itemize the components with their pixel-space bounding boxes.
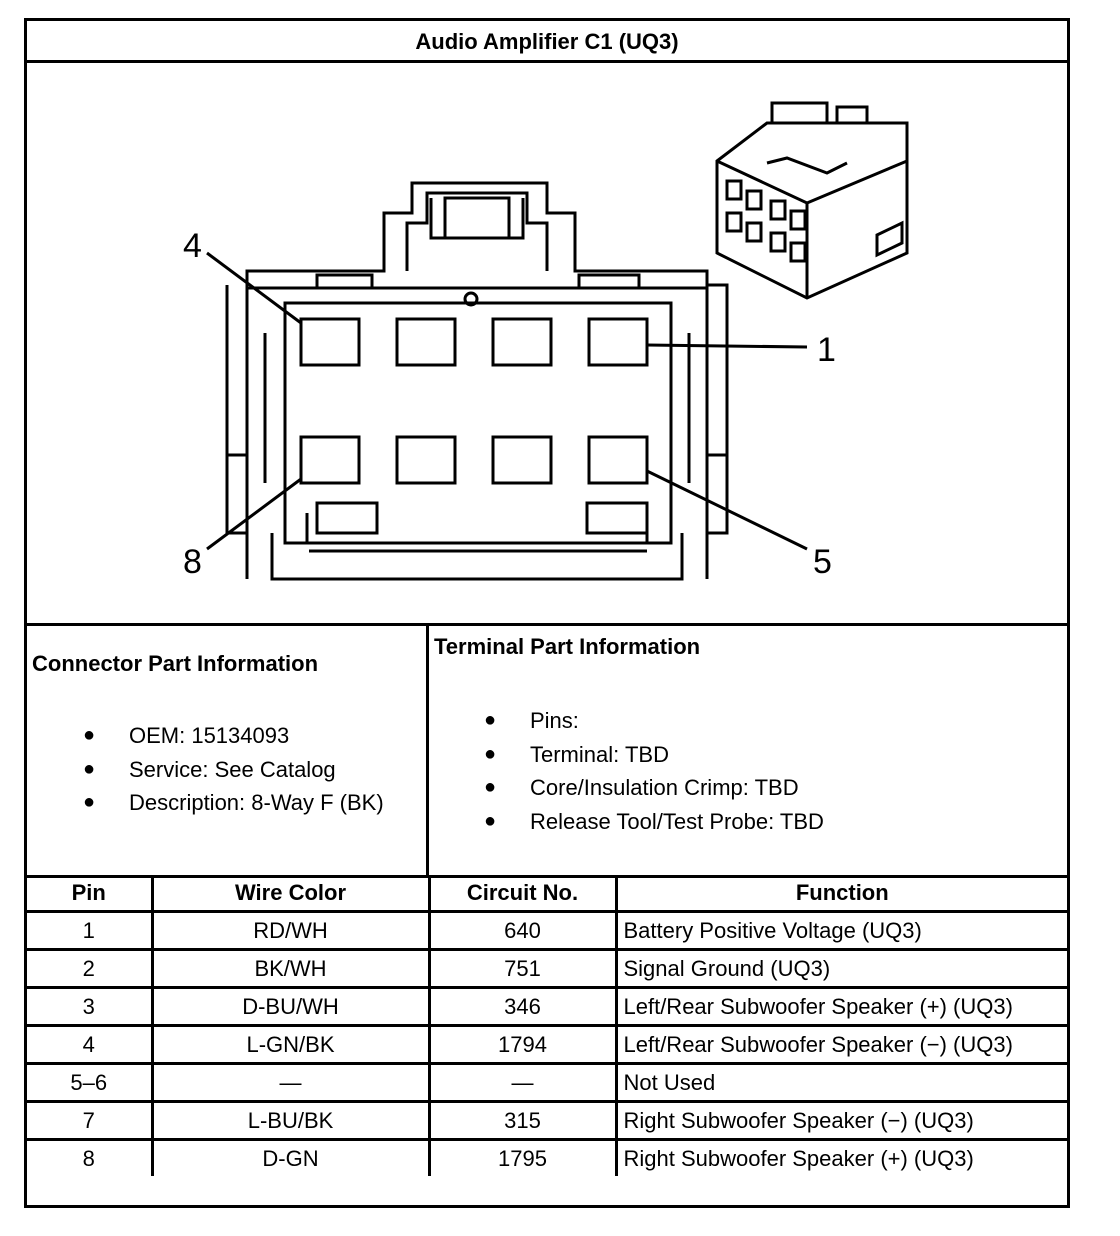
function-cell: Right Subwoofer Speaker (+) (UQ3) bbox=[616, 1140, 1067, 1177]
pin-cell: 3 bbox=[27, 988, 152, 1026]
function-cell: Battery Positive Voltage (UQ3) bbox=[616, 912, 1067, 950]
wire-color-cell: D-GN bbox=[152, 1140, 429, 1177]
pin-label-4: 4 bbox=[183, 227, 202, 265]
table-row bbox=[27, 950, 1067, 988]
circuit-cell: 346 bbox=[429, 988, 616, 1026]
column-header-circuit: Circuit No. bbox=[429, 875, 616, 912]
circuit-cell: 315 bbox=[429, 1102, 616, 1140]
bullet-icon: ● bbox=[484, 742, 497, 765]
circuit-cell: — bbox=[429, 1064, 616, 1102]
bullet-icon: ● bbox=[83, 791, 96, 813]
connector-face-view-icon bbox=[27, 63, 1067, 623]
function-cell: Right Subwoofer Speaker (−) (UQ3) bbox=[616, 1102, 1067, 1140]
column-header-pin: Pin bbox=[27, 875, 152, 912]
pin-label-5: 5 bbox=[813, 543, 832, 581]
pinout-table bbox=[27, 875, 1067, 1176]
bullet-icon: ● bbox=[484, 809, 497, 832]
wire-color-cell: L-GN/BK bbox=[152, 1026, 429, 1064]
wire-color-cell: BK/WH bbox=[152, 950, 429, 988]
pin-cell: 8 bbox=[27, 1140, 152, 1177]
function-cell: Left/Rear Subwoofer Speaker (−) (UQ3) bbox=[616, 1026, 1067, 1064]
table-row bbox=[27, 1064, 1067, 1102]
wire-color-cell: D-BU/WH bbox=[152, 988, 429, 1026]
pin-cell: 2 bbox=[27, 950, 152, 988]
column-header-wire-color: Wire Color bbox=[152, 875, 429, 912]
pin-cell: 7 bbox=[27, 1102, 152, 1140]
connector-sheet bbox=[24, 18, 1070, 1208]
part-info-section bbox=[27, 626, 1067, 878]
function-cell: Left/Rear Subwoofer Speaker (+) (UQ3) bbox=[616, 988, 1067, 1026]
wire-color-cell: RD/WH bbox=[152, 912, 429, 950]
function-cell: Not Used bbox=[616, 1064, 1067, 1102]
circuit-cell: 640 bbox=[429, 912, 616, 950]
sheet-title: Audio Amplifier C1 (UQ3) bbox=[27, 21, 1067, 63]
table-row bbox=[27, 988, 1067, 1026]
pin-label-1: 1 bbox=[817, 331, 836, 369]
terminal-info-panel: Terminal Part Information ● Pins: ● Terminal: TBD ● Core/Insulation Crimp: TBD ● Release Tool/Test Probe: TBD bbox=[429, 626, 1067, 875]
bullet-icon: ● bbox=[83, 757, 96, 780]
bullet-icon: ● bbox=[83, 724, 96, 746]
table-row bbox=[27, 1140, 1067, 1177]
connector-info-title: Connector Part Information bbox=[32, 651, 319, 676]
pin-cell: 4 bbox=[27, 1026, 152, 1064]
wire-color-cell: L-BU/BK bbox=[152, 1102, 429, 1140]
column-header-function: Function bbox=[616, 875, 1067, 912]
connector-diagram bbox=[27, 63, 1067, 626]
terminal-info-title: Terminal Part Information bbox=[434, 634, 701, 659]
table-row bbox=[27, 1102, 1067, 1140]
bullet-icon: ● bbox=[484, 776, 497, 798]
connector-info-panel: Connector Part Information ● OEM: 15134093 ● Service: See Catalog ● Description: 8-Way F (BK) bbox=[27, 626, 429, 875]
table-row bbox=[27, 912, 1067, 950]
pin-cell: 5–6 bbox=[27, 1064, 152, 1102]
wire-color-cell: — bbox=[152, 1064, 429, 1102]
pin-cell: 1 bbox=[27, 912, 152, 950]
function-cell: Signal Ground (UQ3) bbox=[616, 950, 1067, 988]
pin-label-8: 8 bbox=[183, 543, 202, 581]
circuit-cell: 1795 bbox=[429, 1140, 616, 1177]
bullet-icon: ● bbox=[484, 709, 497, 731]
connector-3d-view-icon bbox=[717, 103, 907, 298]
table-row bbox=[27, 1026, 1067, 1064]
circuit-cell: 751 bbox=[429, 950, 616, 988]
circuit-cell: 1794 bbox=[429, 1026, 616, 1064]
table-header-row bbox=[27, 875, 1067, 912]
